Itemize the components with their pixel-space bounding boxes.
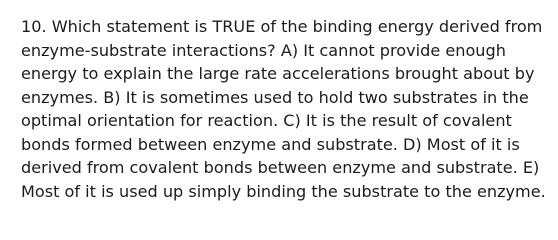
question-line: optimal orientation for reaction. C) It is the result of covalent: [21, 111, 512, 130]
question-line: derived from covalent bonds between enzyme and substrate. E): [21, 158, 540, 177]
question-line: enzymes. B) It is sometimes used to hold two substrates in the: [21, 87, 529, 107]
question-line: energy to explain the large rate accelerations brought about by: [21, 64, 535, 83]
question-text: [21, 15, 546, 203]
question-line: bonds formed between enzyme and substrate. D) Most of it is: [21, 134, 520, 154]
question-line: Most of it is used up simply binding the substrate to the enzyme.: [21, 181, 546, 201]
question-line: enzyme-substrate interactions? A) It cannot provide enough: [21, 40, 506, 60]
question-line: 10. Which statement is TRUE of the binding energy derived from: [21, 17, 543, 36]
